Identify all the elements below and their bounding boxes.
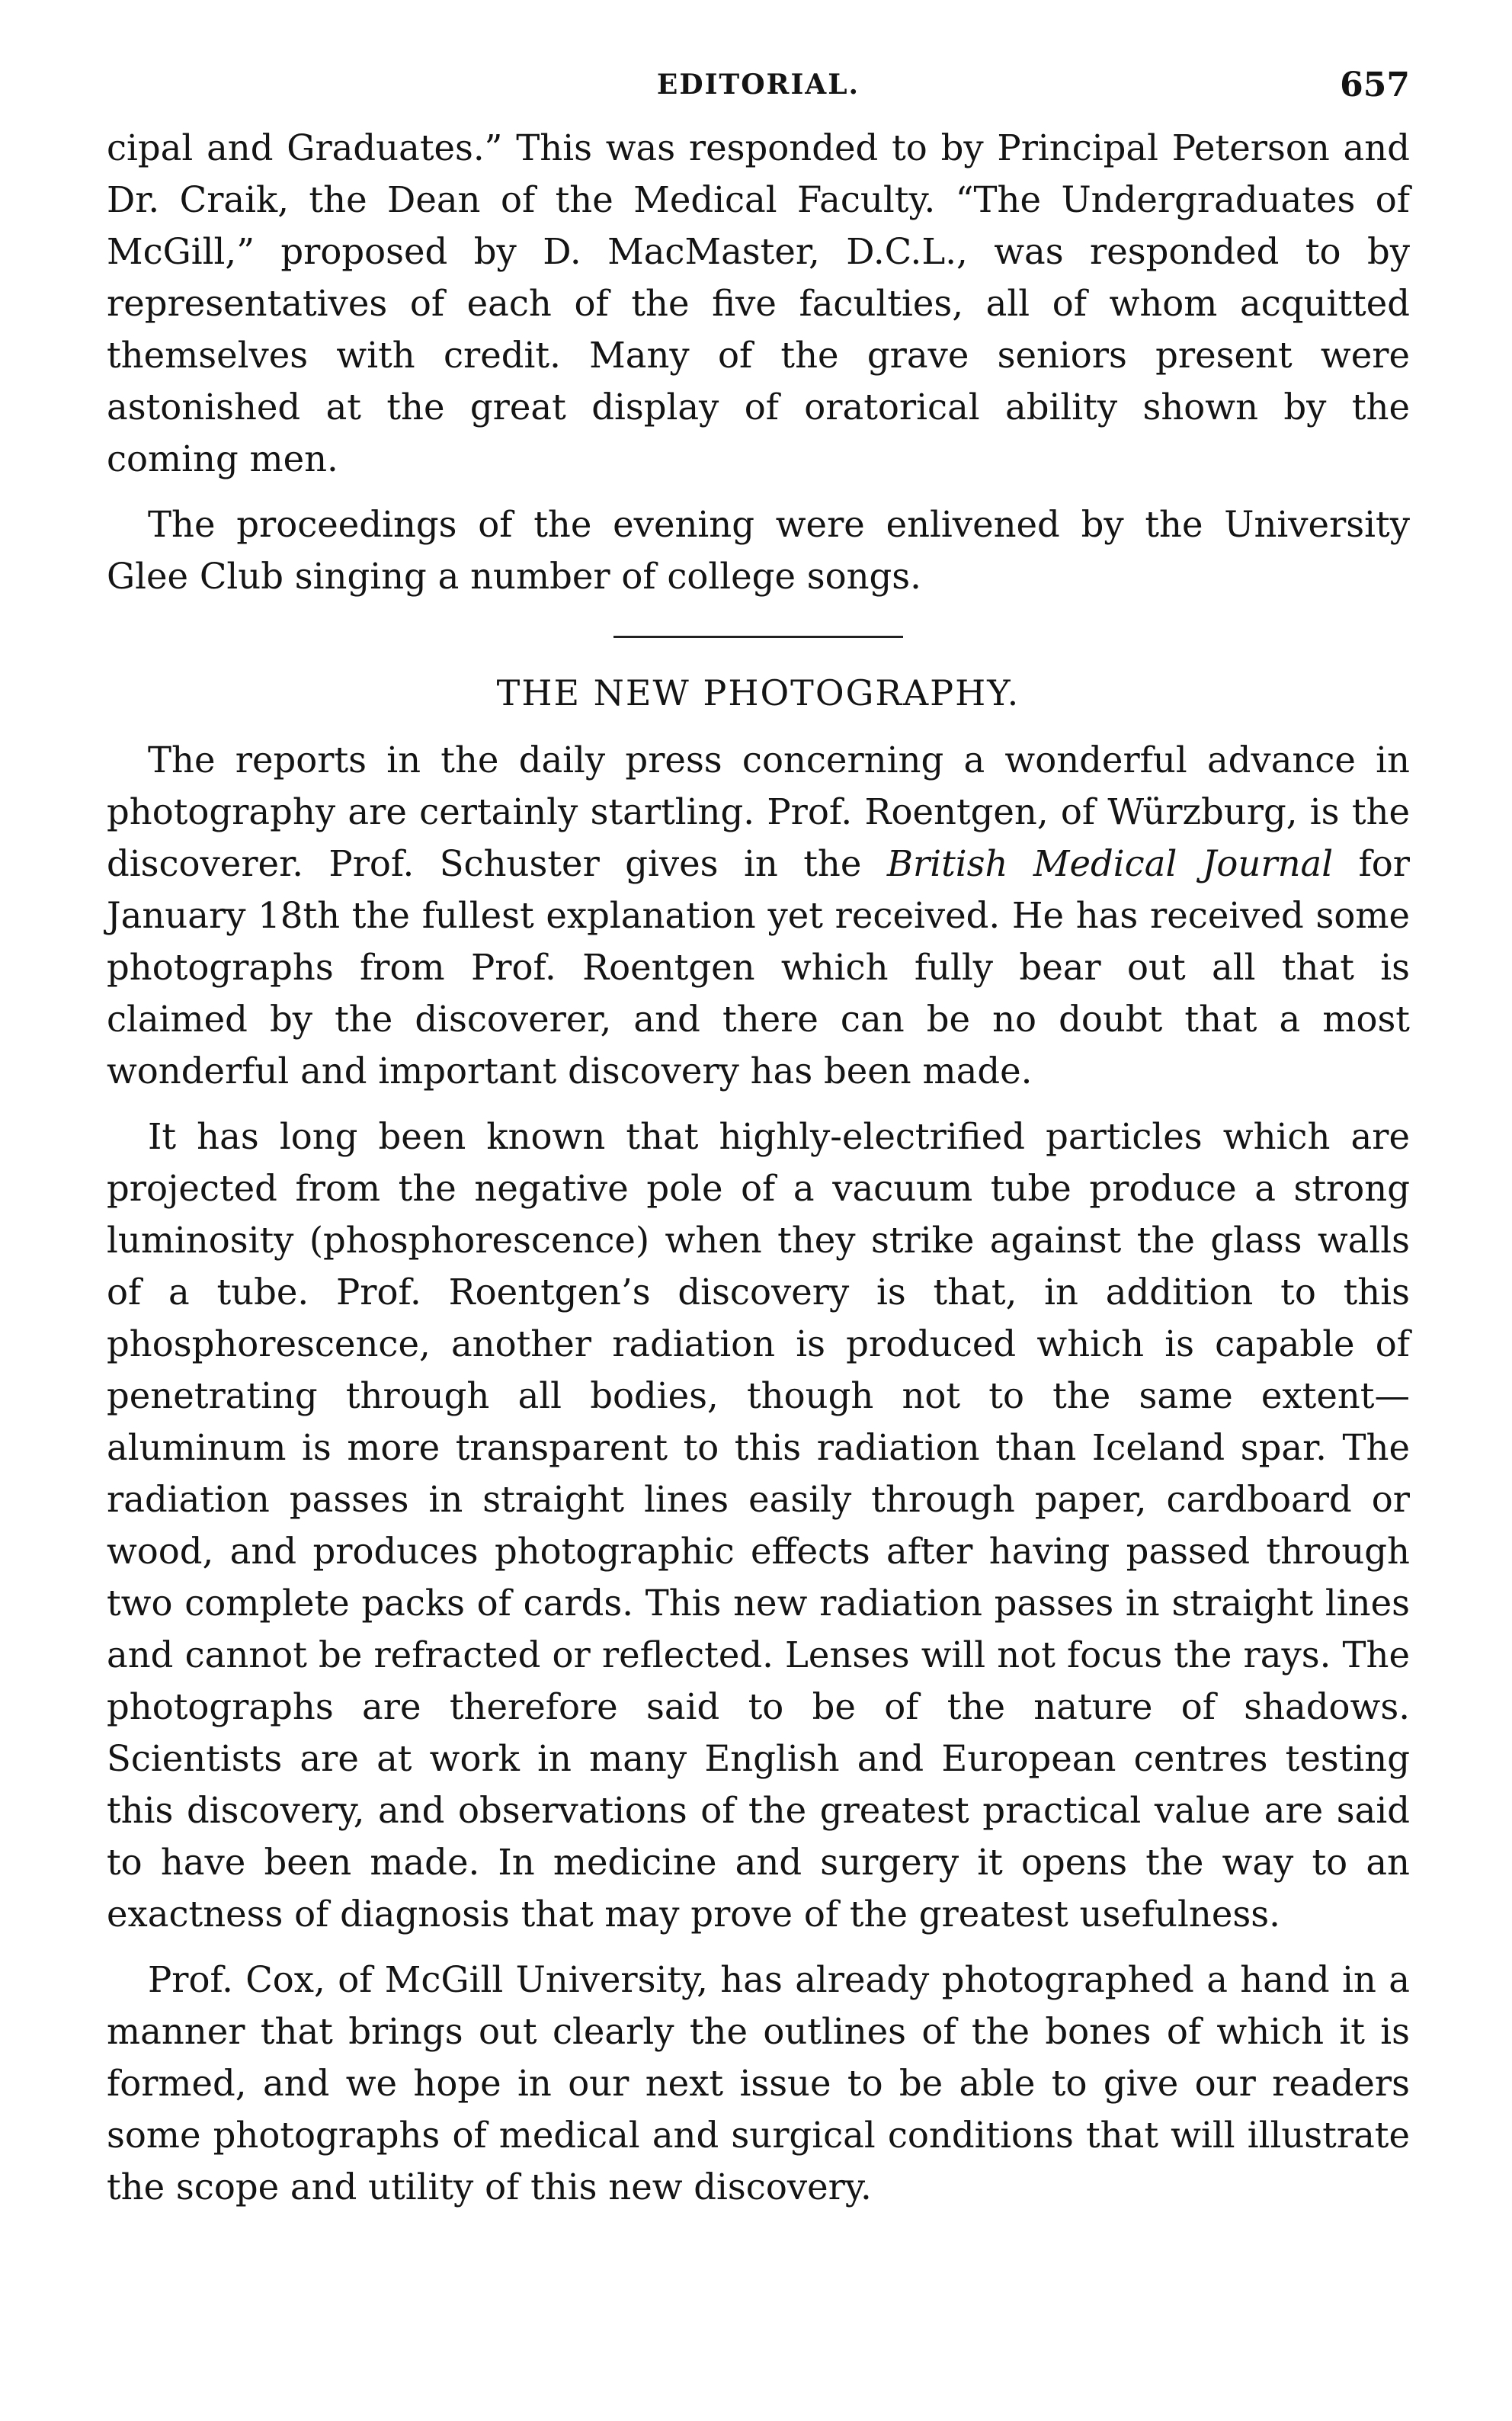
paragraph-discovery: It has long been known that highly-electrified particles which are projected from the negative pole of a vacuum tube produce a strong luminosity (phosphorescence) when they strike against the glass walls of a tube. Prof. Roentgen’s discovery is that, in addition to this phosphorescence, another radiation is produced which is capable of penetrating through all bodies, though not to the same extent—aluminum is more transparent to this radiation than Iceland spar. The radiation passes in straight lines easily through paper, cardboard or wood, and produces photographic effects after having passed through two complete packs of cards. This new radiation passes in straight lines and cannot be refracted or reflected. Lenses will not focus the rays. The photographs are therefore said to be of the nature of shadows. Scientists are at work in many English and European centres testing this discovery, and observations of the greatest practical value are said to have been made. In medicine and surgery it opens the way to an exactness of diagnosis that may prove of the greatest usefulness.: [107, 1116, 1410, 1935]
section-divider: [613, 636, 903, 638]
paragraph-reports-text-b: for January 18th the fullest explanation yet received. He has received some photographs from Prof. Roentgen which fully bear out all that is claimed by the discoverer, and there can be no doubt that a most wonderful and important discovery has been made.: [107, 843, 1411, 1092]
section-title: THE NEW PHOTOGRAPHY.: [496, 672, 1020, 713]
page-number: 657: [1340, 66, 1410, 104]
paragraph-reports-text-a: The reports in the daily press concerning a wonderful advance in photography are certainly startling. Prof. Roentgen, of Würzburg, is the discoverer. Prof. Schuster gives in the: [107, 739, 1410, 884]
paragraph-continued: cipal and Graduates.” This was responded to by Principal Peterson and Dr. Craik, the Dean of the Medical Faculty. “The Undergraduates of McGill,” proposed by D. MacMaster, D.C.L., was responded to by representatives of each of the five faculties, all of whom acquitted themselves with credit. Many of the grave seniors present were astonished at the great display of oratorical ability shown by the coming men.: [107, 127, 1410, 479]
paragraph-reports: [107, 734, 1410, 1097]
paragraph-glee-club: The proceedings of the evening were enlivened by the University Glee Club singing a number of college songs.: [107, 504, 1410, 597]
document-page: [107, 66, 1411, 2213]
journal-title: British Medical Journal: [886, 843, 1334, 884]
paragraph-prof-cox: Prof. Cox, of McGill University, has already photographed a hand in a manner that brings out clearly the outlines of the bones of which it is formed, and we hope in our next issue to be able to give our readers some photographs of medical and surgical conditions that will illustrate the scope and utility of this new discovery.: [107, 1959, 1410, 2208]
running-head: [107, 66, 1410, 122]
running-title: EDITORIAL.: [656, 69, 860, 101]
